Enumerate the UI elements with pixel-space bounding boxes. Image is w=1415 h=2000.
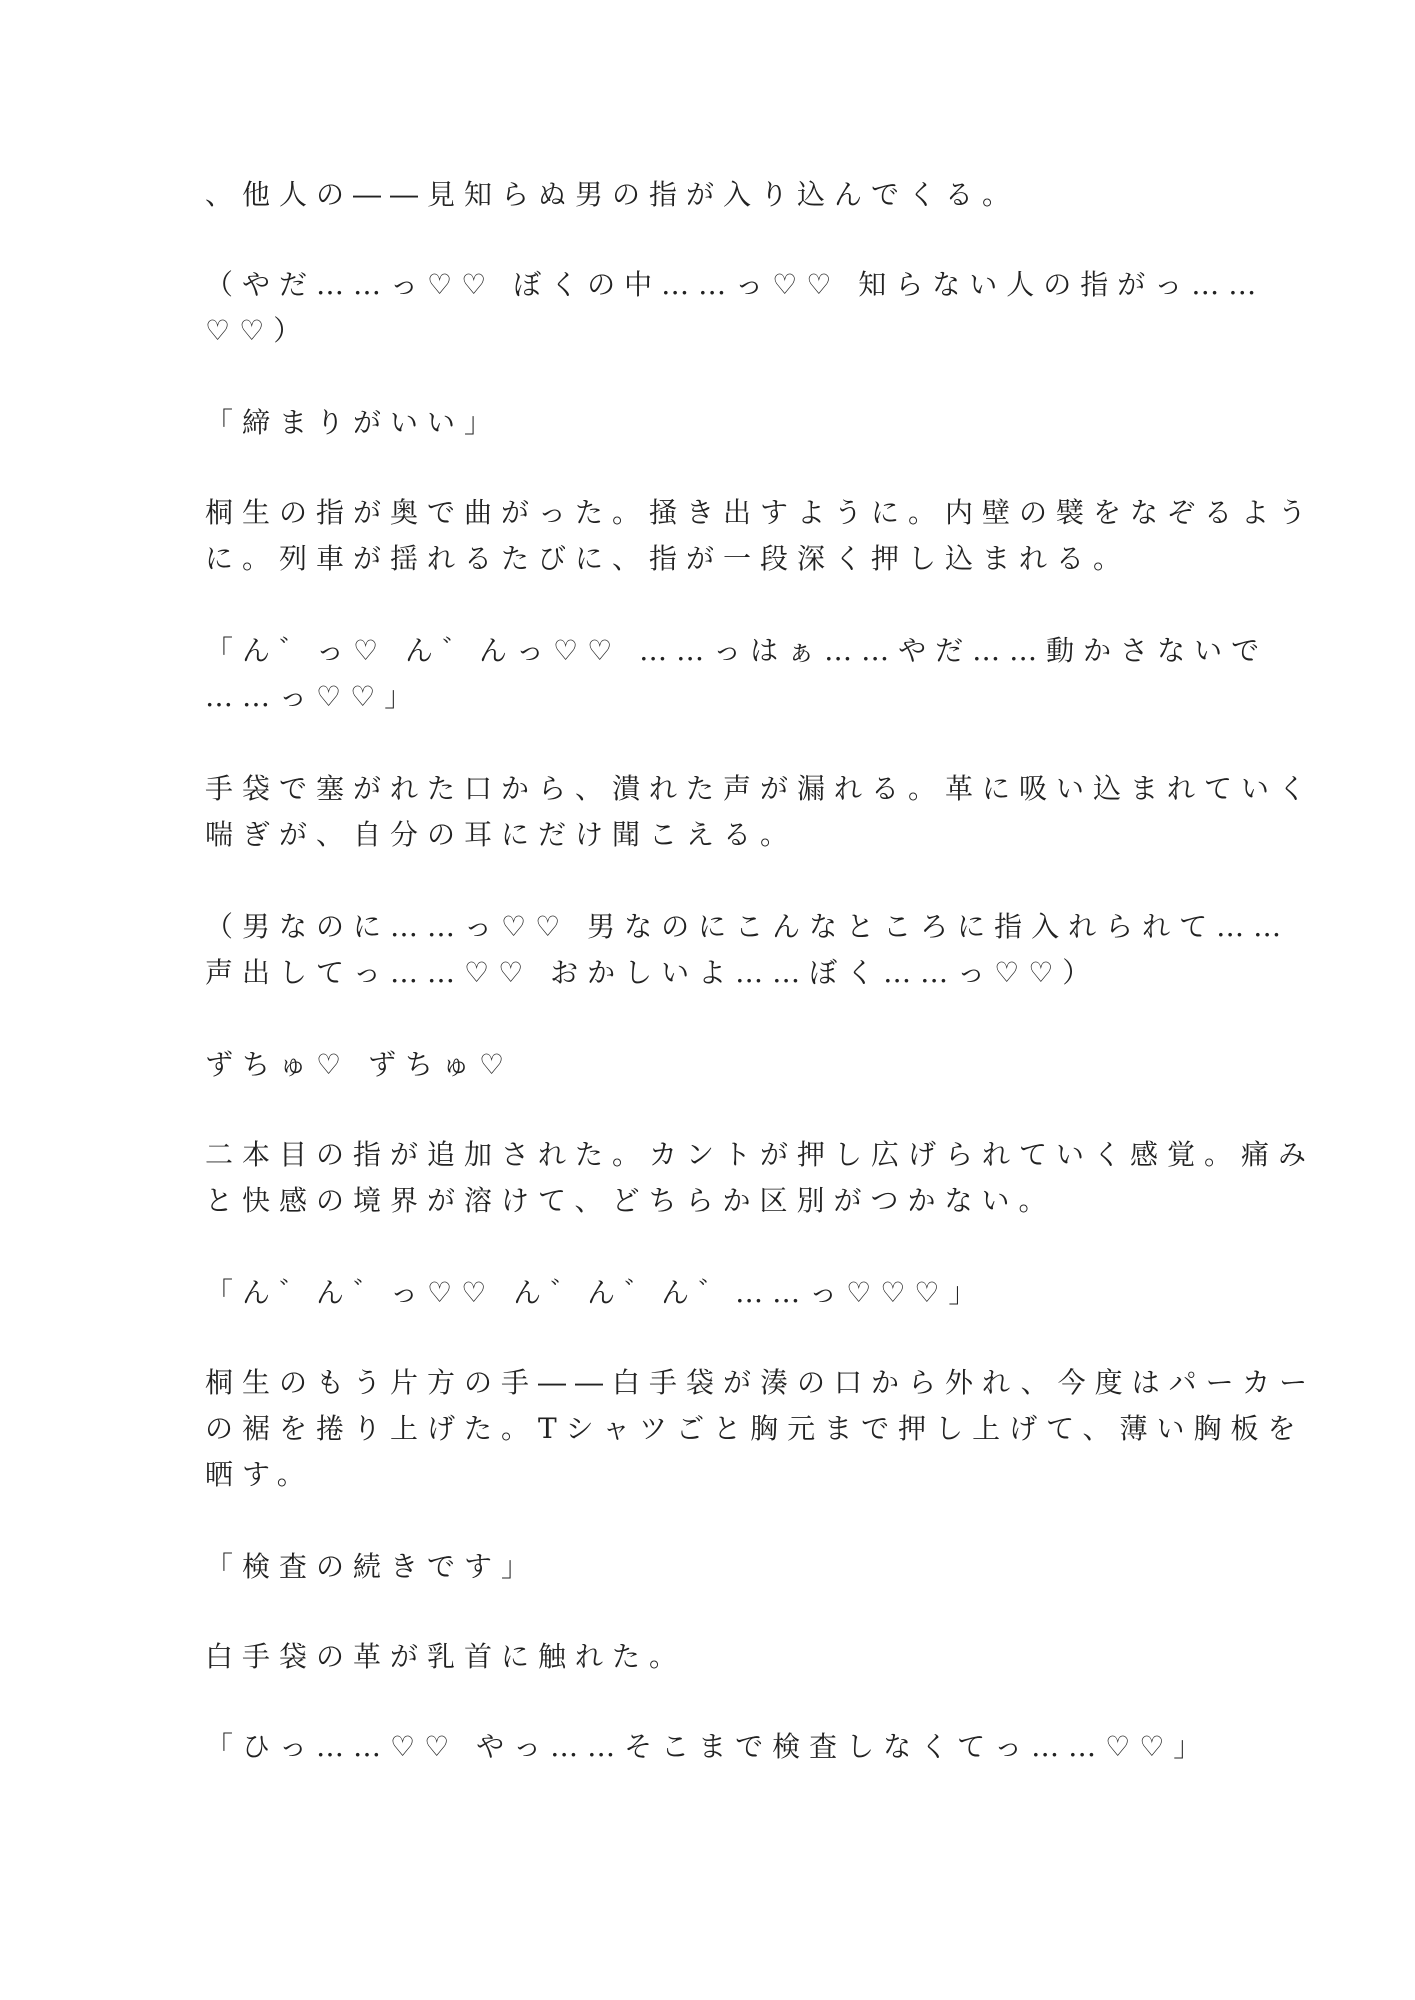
paragraph-9	[205, 1132, 1316, 1224]
text-line: 「ひっ……♡♡ やっ……そこまで検査しなくてっ……♡♡」	[205, 1730, 1211, 1763]
text-line: 声出してっ……♡♡ おかしいよ……ぼく……っ♡♡）	[205, 956, 1100, 989]
text-line: （男なのに……っ♡♡ 男なのにこんなところに指入れられて……	[205, 910, 1291, 943]
paragraph-5	[205, 628, 1269, 720]
paragraph-12	[205, 1544, 1205, 1590]
paragraph-4	[205, 490, 1316, 582]
text-line: 「検査の続きです」	[205, 1550, 539, 1583]
text-line: 「ん゛っ♡ ん゛んっ♡♡ ……っはぁ……やだ……動かさないで	[205, 634, 1269, 667]
text-line: 「ん゛ん゛っ♡♡ ん゛ん゛ん゛……っ♡♡♡」	[205, 1276, 986, 1309]
paragraph-7	[205, 904, 1291, 996]
paragraph-3	[205, 400, 1205, 446]
text-line: 喘ぎが、自分の耳にだけ聞こえる。	[205, 818, 798, 851]
text-line: と快感の境界が溶けて、どちらか区別がつかない。	[205, 1184, 1056, 1217]
text-line: 、他人の――見知らぬ男の指が入り込んでくる。	[205, 178, 1020, 211]
paragraph-8	[205, 1042, 1205, 1088]
text-line: に。列車が揺れるたびに、指が一段深く押し込まれる。	[205, 542, 1131, 575]
text-line: 晒す。	[205, 1458, 314, 1491]
paragraph-1	[205, 172, 1205, 218]
paragraph-6	[205, 766, 1316, 858]
text-line: （やだ……っ♡♡ ぼくの中……っ♡♡ 知らない人の指がっ……	[205, 268, 1266, 301]
text-line: の裾を捲り上げた。Tシャツごと胸元まで押し上げて、薄い胸板を	[205, 1412, 1305, 1445]
paragraph-11	[205, 1360, 1317, 1498]
text-line: ……っ♡♡」	[205, 680, 422, 713]
paragraph-14	[205, 1724, 1211, 1770]
text-line: ずちゅ♡ ずちゅ♡	[205, 1048, 514, 1081]
text-line: 二本目の指が追加された。カントが押し広げられていく感覚。痛み	[205, 1138, 1316, 1171]
text-line: 手袋で塞がれた口から、潰れた声が漏れる。革に吸い込まれていく	[205, 772, 1316, 805]
paragraph-2	[205, 262, 1266, 354]
paragraph-10	[205, 1270, 1205, 1316]
text-line: 白手袋の革が乳首に触れた。	[205, 1640, 687, 1673]
text-line: 桐生のもう片方の手――白手袋が湊の口から外れ、今度はパーカー	[205, 1366, 1317, 1399]
text-line: ♡♡）	[205, 314, 311, 347]
paragraph-13	[205, 1634, 1205, 1680]
text-line: 桐生の指が奥で曲がった。掻き出すように。内壁の襞をなぞるよう	[205, 496, 1316, 529]
text-line: 「締まりがいい」	[205, 406, 502, 439]
